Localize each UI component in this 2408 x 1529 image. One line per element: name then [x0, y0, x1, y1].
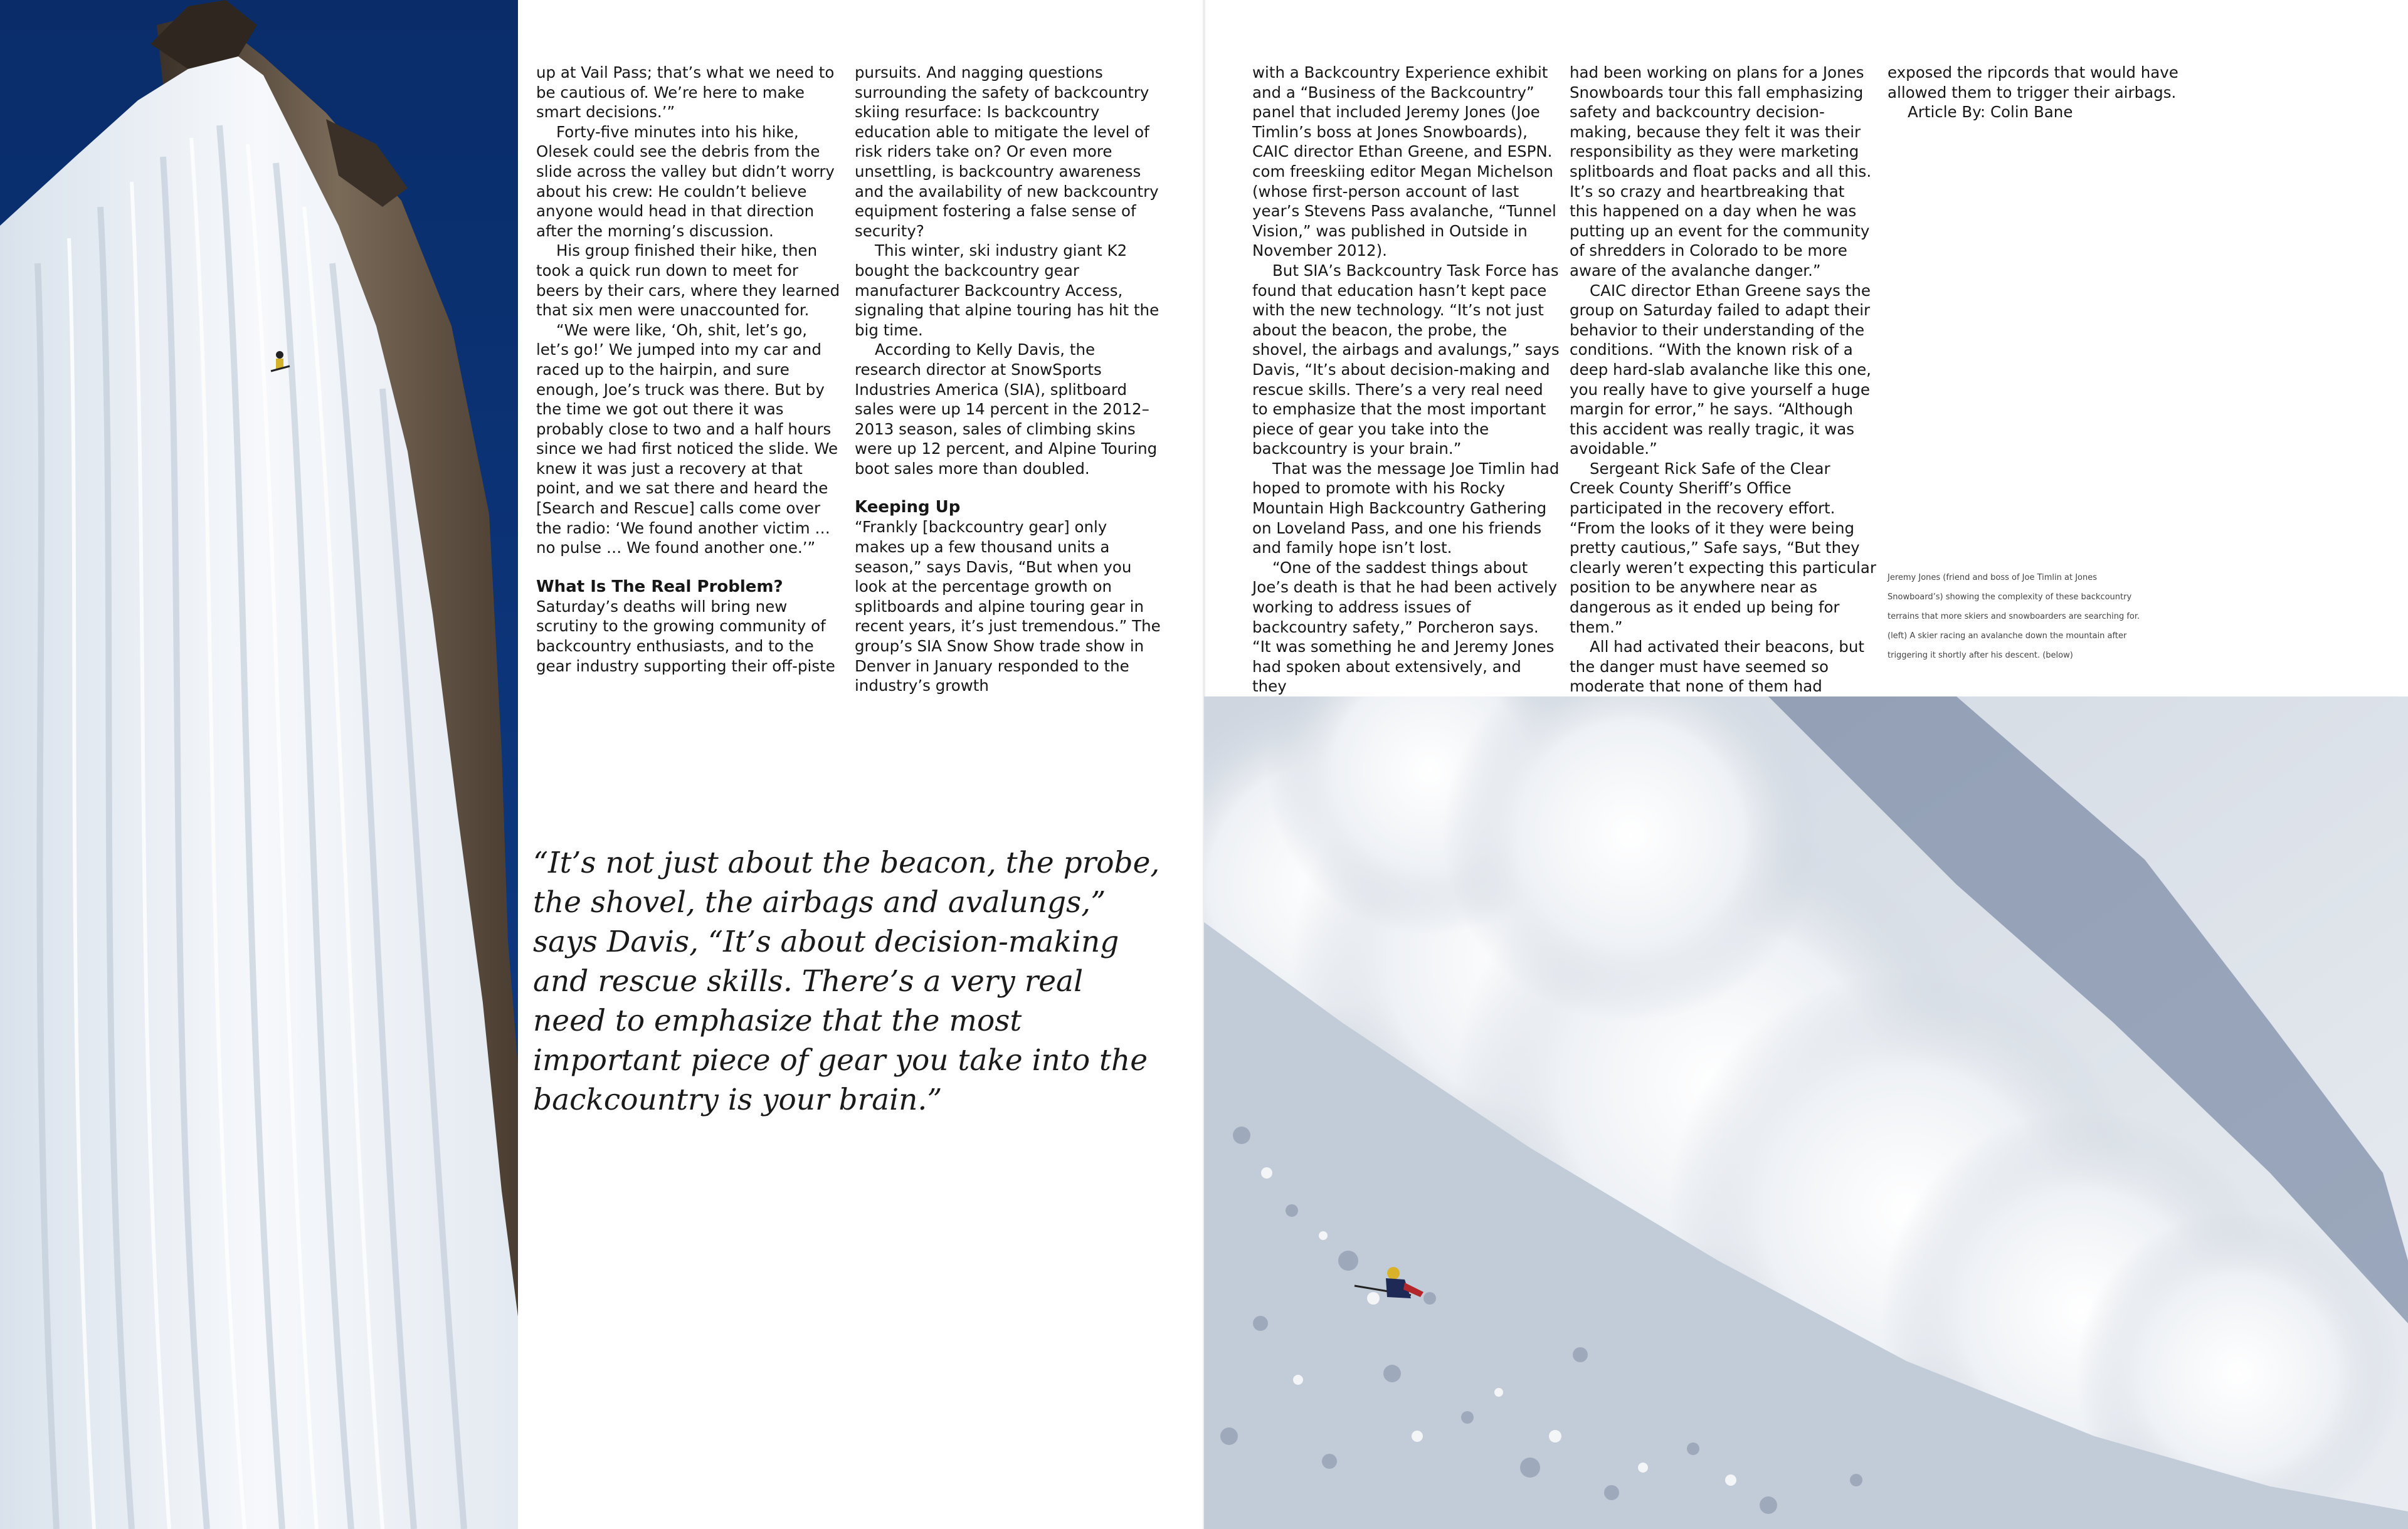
article-column-2	[855, 63, 1162, 696]
section-heading: What Is The Real Problem?	[536, 577, 783, 596]
avalanche-photo	[1204, 696, 2408, 1529]
byline: Article By: Colin Bane	[1908, 103, 2073, 122]
paragraph: with a Backcountry Experience exhibit and a “Business of the Backcountry” panel that included Jeremy Jones (Joe Timlin’s boss at Jones Snowboards), CAIC director Ethan Greene, and ESPN. com freeskiing editor Megan Michelson (whose first-person account of last year’s Stevens Pass avalanche, “Tunnel Vision,” was published in Outside in November 2012).	[1252, 63, 1556, 260]
paragraph: exposed the ripcords that would have allowed them to trigger their airbags.	[1888, 63, 2178, 102]
paragraph: Forty-five minutes into his hike, Olesek could see the debris from the slide across the valley but didn’t worry about his crew: He couldn’t believe anyone would head in that direction after the morning’s discussion.	[536, 122, 835, 240]
paragraph: That was the message Joe Timlin had hoped to promote with his Rocky Mountain High Backcountry Gathering on Loveland Pass, and one his friends and family hope isn’t lost.	[1252, 459, 1560, 557]
article-column-5	[1888, 63, 2189, 122]
section-heading: Keeping Up	[855, 498, 961, 517]
article-column-4	[1570, 63, 1877, 696]
article-column-1	[536, 63, 843, 676]
paragraph: CAIC director Ethan Greene says the group on Saturday failed to adapt their behavior to their understanding of the conditions. “With the known risk of a deep hard-slab avalanche like this one, you really have to give yourself a huge margin for error,” he says. “Although this accident was really tragic, it was avoidable.”	[1570, 281, 1871, 458]
paragraph: pursuits. And nagging questions surrounding the safety of backcountry skiing resurface: Is backcountry education able to mitigate the level of risk riders take on? Or even more unsettling, is backcountry awareness and the availability of new backcountry equipment fostering a false sense of security?	[855, 63, 1159, 240]
paragraph: Saturday’s deaths will bring new scrutiny to the growing community of backcountry enthusiasts, and to the gear industry supporting their off-piste	[536, 597, 835, 675]
paragraph: His group finished their hike, then took a quick run down to meet for beers by their cars, where they learned that six men were unaccounted for.	[536, 241, 840, 320]
photo-caption: Jeremy Jones (friend and boss of Joe Timlin at Jones Snowboard’s) showing the complexity of these backcountry terrains that more skiers and snowboarders are searching for. (left) A skier racing an avalanche down the mountain after triggering it shortly after his descent. (below)	[1888, 573, 2140, 660]
paragraph: This winter, ski industry giant K2 bought the backcountry gear manufacturer Backcountry Access, signaling that alpine touring has hit the big time.	[855, 241, 1159, 339]
paragraph: “One of the saddest things about Joe’s death is that he had been actively working to address issues of backcountry safety,” Porcheron says. “It was something he and Jeremy Jones had spoken about extensively, and they	[1252, 558, 1558, 696]
paragraph: But SIA’s Backcountry Task Force has found that education hasn’t kept pace with the new technology. “It’s not just about the beacon, the probe, the shovel, the airbags and avalungs,” says Davis, “It’s about decision-making and rescue skills. There’s a very real need to emphasize that the most important piece of gear you take into the backcountry is your brain.”	[1252, 261, 1560, 458]
paragraph: According to Kelly Davis, the research director at SnowSports Industries America (SIA), splitboard sales were up 14 percent in the 2012–2013 season, sales of climbing skins were up 12 percent, and Alpine Touring boot sales more than doubled.	[855, 340, 1158, 478]
article-column-3	[1252, 63, 1560, 696]
paragraph: Sergeant Rick Safe of the Clear Creek County Sheriff’s Office participated in the recovery effort. “From the looks of it they were being pretty cautious,” Safe says, “But they clearly weren’t expecting this particular position to be anywhere near as dangerous as it ended up being for them.”	[1570, 459, 1876, 636]
snow-ridge-photo	[0, 0, 518, 1529]
paragraph: “Frankly [backcountry gear] only makes up a few thousand units a season,” says Davis, “But when you look at the percentage growth on splitboards and alpine touring gear in recent years, it’s just tremendous.” The group’s SIA Snow Show trade show in Denver in January responded to the industry’s growth	[855, 518, 1161, 695]
pull-quote: “It’s not just about the beacon, the probe, the shovel, the airbags and avalungs,” says Davis, “It’s about decision-making and rescue skills. There’s a very real need to emphasize that the most important piece of gear you take into the backcountry is your brain.”	[533, 846, 1160, 1117]
paragraph: “We were like, ‘Oh, shit, let’s go, let’s go!’ We jumped into my car and raced up to the hairpin, and sure enough, Joe’s truck was there. But by the time we got out there it was probably close to two and a half hours since we had first noticed the slide. We knew it was just a recovery at that point, and we sat there and heard the [Search and Rescue] calls come over the radio: ‘We found another victim … no pulse … We found another one.’”	[536, 320, 838, 557]
paragraph: up at Vail Pass; that’s what we need to be cautious of. We’re here to make smart decisions.’”	[536, 63, 835, 122]
paragraph: All had activated their beacons, but the danger must have seemed so moderate that none of them had	[1570, 638, 1864, 696]
paragraph: had been working on plans for a Jones Snowboards tour this fall emphasizing safety and backcountry decision-making, because they felt it was their responsibility as they were marketing splitboards and float packs and all this. It’s so crazy and heartbreaking that this happened on a day when he was putting up an event for the community of shredders in Colorado to be more aware of the avalanche danger.”	[1570, 63, 1872, 280]
